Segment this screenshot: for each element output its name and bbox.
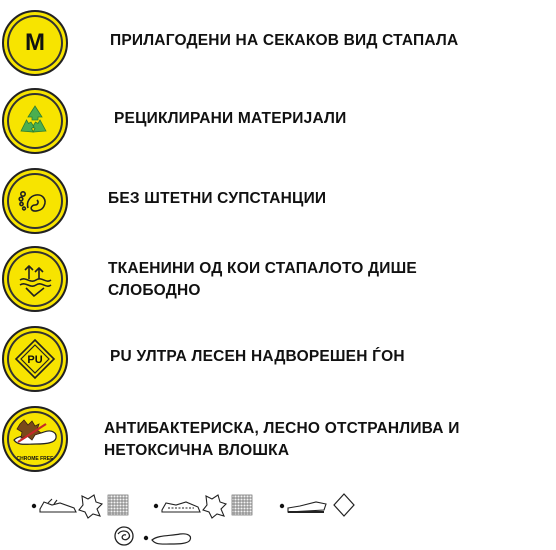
feature-label-breathable-line2: СЛОБОДНО — [108, 282, 201, 299]
feature-label-insole — [104, 418, 460, 462]
pu-diamond-icon — [334, 494, 354, 516]
care-icons-row-2 — [112, 522, 202, 548]
feature-no-harmful — [0, 168, 556, 234]
bullet-dot — [280, 504, 284, 508]
feature-label-recycled: РЕЦИКЛИРАНИ МАТЕРИЈАЛИ — [114, 110, 347, 127]
bullet-dot — [32, 504, 36, 508]
insole-icon — [152, 534, 191, 544]
feature-fit — [0, 10, 556, 76]
feature-label-insole-line2: НЕТОКСИЧНА ВЛОШКА — [104, 442, 290, 459]
badge-m-text: M — [25, 29, 45, 56]
insole-shape-icon — [10, 416, 60, 452]
pu-badge-text: PU — [27, 354, 43, 366]
leather-hide-icon — [203, 495, 226, 518]
care-icons-row-1 — [30, 490, 360, 520]
feature-label-breathable-line1: ТКАЕНИНИ ОД КОИ СТАПАЛОТО ДИШЕ — [108, 260, 417, 277]
insole-icon — [2, 406, 68, 472]
mesh-textile-icon — [108, 495, 128, 515]
bullet-dot — [144, 536, 148, 540]
breathable-fabric-icon — [2, 246, 68, 312]
feature-label-insole-line1: АНТИБАКТЕРИСКА, ЛЕСНО ОТСТРАНЛИВА И — [104, 420, 460, 437]
footprint-icon — [2, 168, 68, 234]
recycle-icon — [2, 88, 68, 154]
mesh-textile-icon — [232, 495, 252, 515]
shoe-sole-icon — [288, 502, 326, 512]
m-letter-icon — [2, 10, 68, 76]
recycle-symbol-icon — [15, 101, 55, 141]
feature-pu-sole — [0, 326, 556, 392]
shoe-upper-icon — [40, 499, 76, 512]
feature-label-no-harmful: БЕЗ ШТЕТНИ СУПСТАНЦИИ — [108, 190, 327, 207]
feature-breathable — [0, 246, 556, 312]
feature-label-breathable — [108, 258, 417, 302]
feature-label-pu-sole: PU УЛТРА ЛЕСЕН НАДВОРЕШЕН ЃОН — [110, 348, 405, 365]
closure-icon — [115, 527, 133, 545]
feature-label-fit: ПРИЛАГОДЕНИ НА СЕКАКОВ ВИД СТАПАЛА — [110, 32, 459, 49]
leather-hide-icon — [79, 495, 102, 518]
pu-diamond-icon — [2, 326, 68, 392]
air-arrows-icon — [14, 258, 56, 300]
bullet-dot — [154, 504, 158, 508]
pu-diamond-shape-icon — [13, 337, 57, 381]
shoe-lining-icon — [162, 502, 200, 512]
foot-outline-icon — [14, 180, 56, 222]
feature-recycled — [0, 88, 556, 154]
chrome-free-text: CHROME FREE — [16, 456, 54, 462]
feature-insole — [0, 406, 556, 472]
